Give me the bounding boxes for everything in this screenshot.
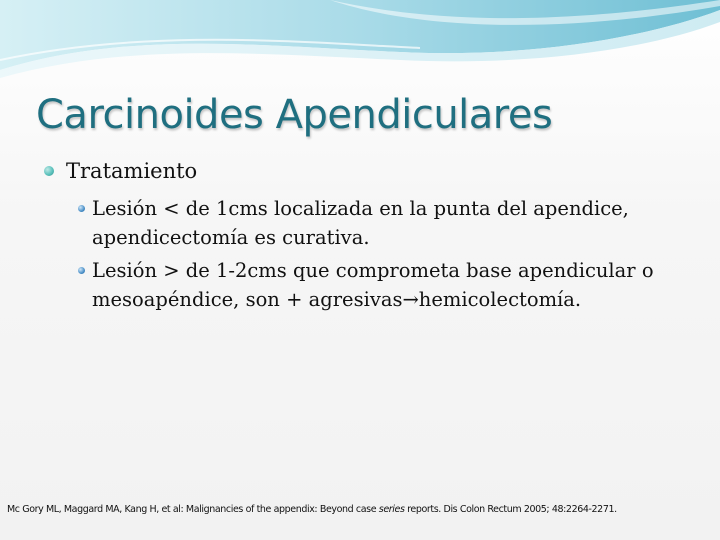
bullet-tratamiento <box>42 156 692 314</box>
sub-bullet-item <box>66 194 692 252</box>
bullet-dot-icon <box>44 166 54 176</box>
reference-rest: reports. Dis Colon Rectum 2005; 48:2264-2271. <box>404 504 617 515</box>
bullet-list <box>42 156 692 318</box>
sub-bullet-text: Lesión > de 1-2cms que comprometa base apendicular o mesoapéndice, son + agresivas→hemicolectomía. <box>92 259 654 311</box>
reference-citation <box>7 503 711 517</box>
reference-italic: series <box>378 504 405 515</box>
sub-bullet-item <box>66 256 692 314</box>
header-wave-decoration <box>0 0 720 90</box>
sub-bullet-dot-icon <box>78 267 85 274</box>
sub-bullet-list <box>66 194 692 314</box>
sub-bullet-dot-icon <box>78 205 85 212</box>
slide-title: Carcinoides Apendiculares <box>36 92 553 138</box>
reference-authors: Mc Gory ML, Maggard MA, Kang H, et al: Malignancies of the appendix: Beyond case <box>7 504 379 515</box>
sub-bullet-text: Lesión < de 1cms localizada en la punta del apendice, apendicectomía es curativa. <box>92 197 629 249</box>
bullet-text: Tratamiento <box>66 159 198 183</box>
